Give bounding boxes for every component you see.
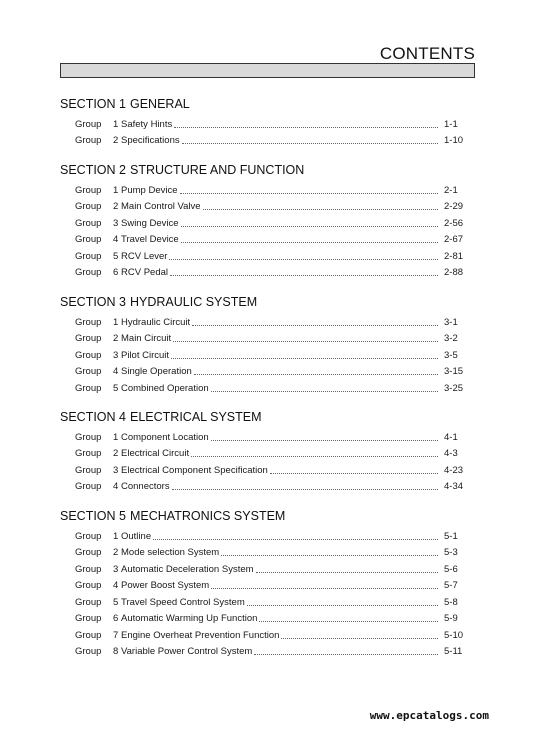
section-label: SECTION 4 (60, 410, 126, 424)
dot-leader (182, 143, 438, 144)
group-word: Group (75, 267, 102, 278)
toc-entry[interactable] (60, 362, 474, 379)
entry-title: Electrical Component Specification (121, 464, 268, 476)
page-number: 4-23 (444, 464, 464, 476)
toc-entry[interactable] (60, 197, 474, 214)
section-name: MECHATRONICS SYSTEM (130, 509, 286, 523)
toc-entry[interactable] (60, 444, 474, 461)
dot-leader (174, 127, 438, 128)
page-number: 2-88 (444, 267, 464, 278)
group-word: Group (75, 184, 102, 196)
page-number: 3-5 (444, 349, 458, 361)
group-number: 1 (113, 118, 119, 130)
toc-entry[interactable] (60, 131, 474, 148)
toc-entry[interactable] (60, 592, 474, 609)
section-4 (60, 409, 474, 493)
group-word: Group (75, 481, 102, 492)
page-number: 2-29 (444, 201, 464, 212)
entry-title: Automatic Warming Up Function (121, 613, 258, 624)
page-number: 3-2 (444, 333, 458, 344)
group-word: Group (75, 250, 102, 262)
page-number: 3-25 (444, 382, 464, 394)
group-number: 2 (113, 201, 119, 212)
group-word: Group (75, 234, 102, 245)
toc-entry[interactable] (60, 559, 474, 576)
section-5 (60, 508, 474, 658)
group-number: 5 (113, 250, 119, 262)
group-number: 3 (113, 217, 119, 229)
entry-title: Main Control Valve (121, 201, 201, 212)
dot-leader (181, 226, 438, 227)
toc-entry[interactable] (60, 543, 474, 560)
group-number: 6 (113, 267, 119, 278)
group-number: 5 (113, 596, 119, 608)
dot-leader (173, 341, 438, 342)
dot-leader (170, 275, 438, 276)
group-word: Group (75, 563, 102, 575)
dot-leader (191, 456, 438, 457)
group-word: Group (75, 530, 102, 542)
entry-title: RCV Pedal (121, 267, 168, 278)
page-number: 5-11 (444, 646, 463, 657)
entry-title: Main Circuit (121, 333, 172, 344)
watermark-url: www.epcatalogs.com (369, 709, 489, 722)
dot-leader (153, 539, 438, 540)
entry-title: Hydraulic Circuit (121, 316, 191, 328)
page-number: 3-15 (444, 366, 464, 377)
group-word: Group (75, 217, 102, 229)
page-number: 1-1 (444, 118, 458, 130)
toc-entry[interactable] (60, 345, 474, 362)
page-number: 2-1 (444, 184, 458, 196)
entry-title: Pump Device (121, 184, 178, 196)
page-number: 4-34 (444, 481, 464, 492)
group-number: 6 (113, 613, 119, 624)
section-name: GENERAL (130, 97, 190, 111)
group-word: Group (75, 333, 102, 344)
page-number: 5-1 (444, 530, 458, 542)
section-heading (60, 508, 474, 524)
section-label: SECTION 5 (60, 509, 126, 523)
section-heading (60, 409, 474, 425)
dot-leader (211, 391, 438, 392)
entry-title: Specifications (121, 135, 180, 146)
section-name: ELECTRICAL SYSTEM (130, 410, 262, 424)
group-word: Group (75, 118, 102, 130)
entry-title: Connectors (121, 481, 170, 492)
dot-leader (203, 209, 438, 210)
group-word: Group (75, 580, 102, 591)
group-word: Group (75, 646, 102, 657)
group-word: Group (75, 596, 102, 608)
dot-leader (169, 259, 438, 260)
page-number: 2-56 (444, 217, 464, 229)
title-rule-bar (60, 63, 475, 78)
group-number: 1 (113, 431, 119, 443)
page-title: CONTENTS (379, 44, 475, 63)
entry-title: Single Operation (121, 366, 192, 377)
entry-title: Mode selection System (121, 547, 220, 558)
dot-leader (247, 605, 438, 606)
dot-leader (270, 473, 438, 474)
group-number: 4 (113, 481, 119, 492)
toc-entry[interactable] (60, 625, 474, 642)
entry-title: Pilot Circuit (121, 349, 170, 361)
section-heading (60, 294, 474, 310)
dot-leader (171, 358, 438, 359)
entry-title: Engine Overheat Prevention Function (121, 629, 280, 641)
dot-leader (256, 572, 438, 573)
dot-leader (194, 374, 438, 375)
group-number: 3 (113, 349, 119, 361)
group-word: Group (75, 613, 102, 624)
page-number: 5-10 (444, 629, 464, 641)
group-number: 4 (113, 366, 119, 377)
group-word: Group (75, 547, 102, 558)
entry-title: Outline (121, 530, 152, 542)
page-number: 5-3 (444, 547, 458, 558)
toc-entry[interactable] (60, 642, 474, 659)
entry-title: Component Location (121, 431, 209, 443)
entry-title: Combined Operation (121, 382, 209, 394)
group-word: Group (75, 382, 102, 394)
dot-leader (281, 638, 438, 639)
dot-leader (172, 489, 438, 490)
section-label: SECTION 3 (60, 295, 126, 309)
entry-title: Travel Device (121, 234, 179, 245)
section-label: SECTION 1 (60, 97, 126, 111)
group-number: 1 (113, 316, 119, 328)
dot-leader (211, 588, 438, 589)
toc-entry[interactable] (60, 213, 474, 230)
page-number: 1-10 (444, 135, 464, 146)
toc-entry[interactable] (60, 427, 474, 444)
page-number: 2-81 (444, 250, 464, 262)
group-number: 3 (113, 563, 119, 575)
group-word: Group (75, 431, 102, 443)
dot-leader (254, 654, 438, 655)
group-word: Group (75, 316, 102, 328)
toc-entry[interactable] (60, 312, 474, 329)
page-number: 2-67 (444, 234, 464, 245)
entry-title: Swing Device (121, 217, 179, 229)
section-name: HYDRAULIC SYSTEM (130, 295, 258, 309)
group-word: Group (75, 464, 102, 476)
toc-entry[interactable] (60, 477, 474, 494)
toc-entry[interactable] (60, 378, 474, 395)
group-number: 4 (113, 234, 119, 245)
page-number: 5-7 (444, 580, 458, 591)
dot-leader (192, 325, 438, 326)
toc-entry[interactable] (60, 230, 474, 247)
section-3 (60, 294, 474, 395)
entry-title: Power Boost System (121, 580, 210, 591)
entry-title: Travel Speed Control System (121, 596, 245, 608)
dot-leader (221, 555, 438, 556)
toc-entry[interactable] (60, 114, 474, 131)
section-1 (60, 96, 474, 147)
group-word: Group (75, 629, 102, 641)
group-number: 4 (113, 580, 119, 591)
group-word: Group (75, 349, 102, 361)
entry-title: Electrical Circuit (121, 448, 190, 459)
group-number: 2 (113, 333, 119, 344)
page-number: 5-9 (444, 613, 458, 624)
section-2 (60, 162, 474, 279)
group-number: 3 (113, 464, 119, 476)
group-number: 5 (113, 382, 119, 394)
page-number: 4-1 (444, 431, 458, 443)
group-number: 1 (113, 530, 119, 542)
page-number: 5-8 (444, 596, 458, 608)
dot-leader (259, 621, 438, 622)
group-word: Group (75, 448, 102, 459)
page-number: 3-1 (444, 316, 458, 328)
group-word: Group (75, 201, 102, 212)
toc-entry[interactable] (60, 180, 474, 197)
toc-entry[interactable] (60, 576, 474, 593)
entry-title: RCV Lever (121, 250, 168, 262)
toc-entry[interactable] (60, 263, 474, 280)
page-number: 4-3 (444, 448, 458, 459)
section-label: SECTION 2 (60, 163, 126, 177)
section-heading (60, 96, 474, 112)
group-number: 8 (113, 646, 119, 657)
dot-leader (211, 440, 438, 441)
toc-entry[interactable] (60, 526, 474, 543)
section-name: STRUCTURE AND FUNCTION (130, 163, 305, 177)
toc-entry[interactable] (60, 329, 474, 346)
entry-title: Automatic Deceleration System (121, 563, 254, 575)
toc-entry[interactable] (60, 246, 474, 263)
group-number: 7 (113, 629, 119, 641)
group-number: 2 (113, 135, 119, 146)
toc-entry[interactable] (60, 609, 474, 626)
section-heading (60, 162, 474, 178)
toc-entry[interactable] (60, 460, 474, 477)
entry-title: Variable Power Control System (121, 646, 253, 657)
entry-title: Safety Hints (121, 118, 173, 130)
dot-leader (181, 242, 438, 243)
group-number: 1 (113, 184, 119, 196)
group-word: Group (75, 366, 102, 377)
page-number: 5-6 (444, 563, 458, 575)
group-number: 2 (113, 547, 119, 558)
group-word: Group (75, 135, 102, 146)
dot-leader (180, 193, 439, 194)
group-number: 2 (113, 448, 119, 459)
